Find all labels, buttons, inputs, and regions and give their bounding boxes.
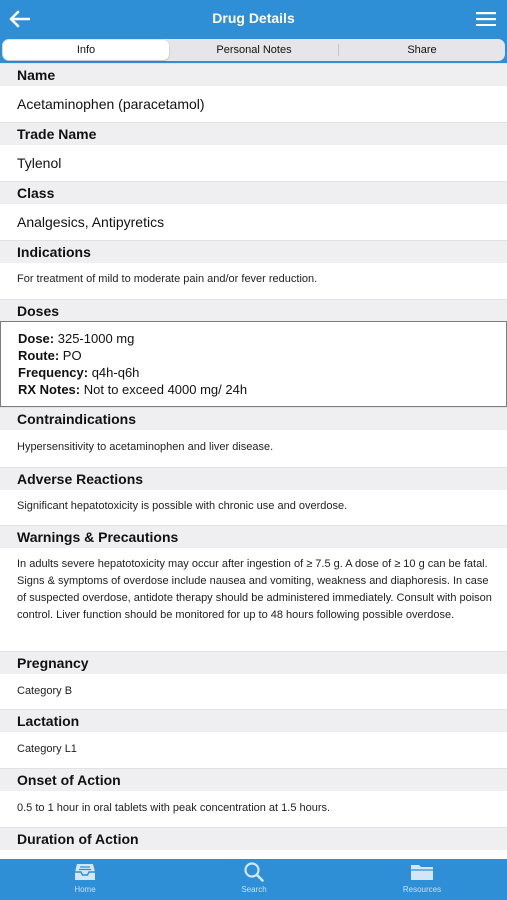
section-header-doses: Doses — [0, 299, 507, 322]
dose-row — [18, 330, 506, 347]
onset-text: 0.5 to 1 hour in oral tablets with peak concentration at 1.5 hours. — [17, 802, 331, 814]
section-header-pregnancy: Pregnancy — [0, 651, 507, 674]
route-label: Route: — [18, 348, 60, 363]
nav-search-label: Search — [241, 885, 267, 894]
contraindications-text: Hypersensitivity to acetaminophen and liver disease. — [17, 441, 274, 453]
tab-info[interactable]: Info — [3, 40, 169, 60]
section-header-onset: Onset of Action — [0, 768, 507, 791]
nav-resources-label: Resources — [402, 885, 442, 894]
frequency-value: q4h-q6h — [88, 365, 140, 380]
folder-icon — [410, 862, 434, 882]
doses-box — [0, 321, 507, 407]
segment-bar — [0, 37, 507, 63]
dose-label: Dose: — [18, 331, 55, 346]
bottom-tab-bar — [0, 859, 507, 900]
section-header-lactation: Lactation — [0, 709, 507, 732]
trade-name-value: Tylenol — [17, 155, 62, 171]
nav-search[interactable] — [224, 862, 284, 898]
nav-resources[interactable] — [392, 862, 452, 898]
search-icon — [243, 862, 265, 882]
tab-share[interactable]: Share — [407, 44, 437, 56]
home-tray-icon — [74, 862, 96, 882]
nav-home-label: Home — [74, 885, 96, 894]
section-header-adverse-reactions: Adverse Reactions — [0, 467, 507, 490]
section-header-name: Name — [0, 63, 507, 86]
indications-text: For treatment of mild to moderate pain and/or fever reduction. — [17, 273, 318, 285]
frequency-label: Frequency: — [18, 365, 89, 380]
class-value: Analgesics, Antipyretics — [17, 214, 165, 230]
lactation-text: Category L1 — [17, 743, 77, 755]
drug-details-content[interactable] — [0, 63, 507, 859]
nav-home[interactable] — [55, 862, 115, 898]
section-header-duration: Duration of Action — [0, 827, 507, 850]
tab-personal-notes[interactable]: Personal Notes — [216, 44, 292, 56]
segmented-control — [2, 39, 505, 61]
section-header-indications: Indications — [0, 240, 507, 263]
section-header-warnings: Warnings & Precautions — [0, 525, 507, 548]
rx-notes-value: Not to exceed 4000 mg/ 24h — [80, 382, 248, 397]
hamburger-menu-icon — [476, 12, 496, 26]
frequency-row — [18, 364, 506, 381]
route-value: PO — [59, 348, 82, 363]
section-header-class: Class — [0, 181, 507, 204]
drug-name-value: Acetaminophen (paracetamol) — [17, 96, 205, 112]
rx-notes-label: RX Notes: — [18, 382, 81, 397]
dose-value: 325-1000 mg — [54, 331, 135, 346]
rx-notes-row — [18, 381, 506, 398]
section-header-contraindications: Contraindications — [0, 407, 507, 430]
section-header-trade-name: Trade Name — [0, 122, 507, 145]
route-row — [18, 347, 506, 364]
top-bar — [0, 0, 507, 37]
menu-button[interactable] — [473, 6, 499, 32]
adverse-reactions-text: Significant hepatotoxicity is possible with chronic use and overdose. — [17, 500, 348, 512]
page-title: Drug Details — [212, 10, 295, 26]
warnings-text: In adults severe hepatotoxicity may occur after ingestion of ≥ 7.5 g. A dose of ≥ 10 g can be fatal. Signs & symptoms of overdose include nausea and vomiting, weakness and diaphoresis. In case of suspected overdose, antidote therapy should be administered immediately. Consult with poison control. Liver function should be monitored for up to 48 hours following possible overdose. — [17, 558, 492, 621]
pregnancy-text: Category B — [17, 685, 73, 697]
